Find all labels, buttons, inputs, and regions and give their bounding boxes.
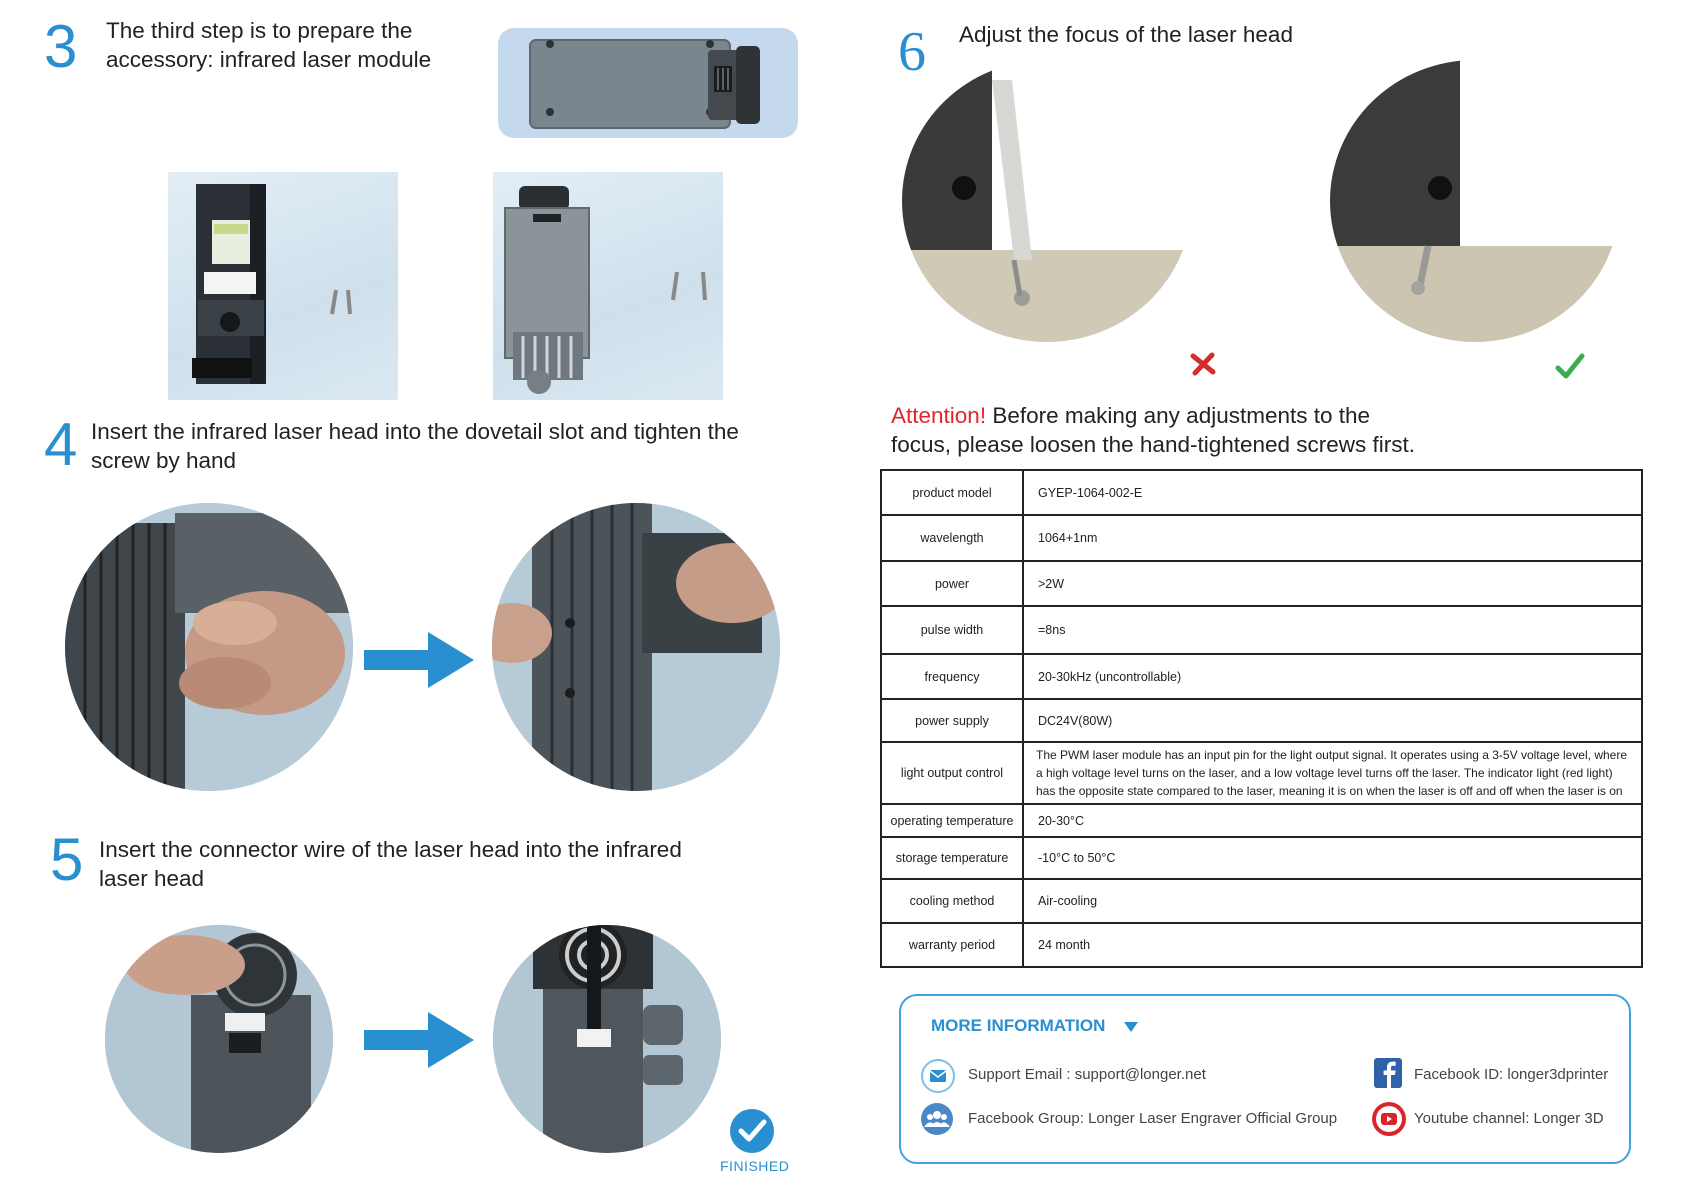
focus-incorrect-photo [902, 60, 1192, 342]
table-row [881, 654, 1642, 699]
attention-rest: Before making any adjustments to the [986, 403, 1371, 428]
arrow-right-icon [364, 632, 476, 693]
laser-module-front-photo [168, 172, 398, 400]
spec-key: power supply [881, 699, 1023, 742]
spec-key: wavelength [881, 515, 1023, 561]
spec-value: GYEP-1064-002-E [1023, 470, 1642, 515]
facebook-icon [1374, 1058, 1402, 1088]
facebook-group[interactable]: Facebook Group: Longer Laser Engraver Official Group [968, 1110, 1338, 1127]
table-row [881, 515, 1642, 561]
spec-value: =8ns [1023, 606, 1642, 654]
finished-label: FINISHED [720, 1158, 790, 1174]
step5-photo-after [493, 925, 721, 1153]
table-row [881, 699, 1642, 742]
step3-number: 3 [44, 13, 78, 80]
table-row [881, 561, 1642, 606]
laser-module-image [498, 28, 798, 138]
laser-module-side-photo [493, 172, 723, 400]
attention-line1 [891, 401, 1415, 430]
table-row [881, 606, 1642, 654]
spec-key: operating temperature [881, 804, 1023, 837]
youtube-icon [1372, 1102, 1406, 1136]
table-row [881, 837, 1642, 879]
spec-key: product model [881, 470, 1023, 515]
step4-photo-before [65, 503, 353, 791]
facebook-id[interactable]: Facebook ID: longer3dprinter [1414, 1066, 1609, 1083]
triangle-down-icon [1124, 1017, 1138, 1037]
table-row [881, 879, 1642, 923]
step4-number: 4 [44, 411, 78, 478]
spec-value: -10°C to 50°C [1023, 837, 1642, 879]
spec-key: power [881, 561, 1023, 606]
spec-value: 20-30kHz (uncontrollable) [1023, 654, 1642, 699]
step5-text [99, 835, 682, 893]
step3-line2: accessory: infrared laser module [106, 47, 432, 72]
attention-line2: focus, please loosen the hand-tightened screws first. [891, 432, 1416, 457]
table-row [881, 923, 1642, 967]
table-row [881, 470, 1642, 515]
spec-key: pulse width [881, 606, 1023, 654]
step4-photo-after [492, 503, 780, 791]
focus-correct-photo [1330, 60, 1620, 342]
step4-line1: Insert the infrared laser head into the dovetail slot and tighten the [91, 419, 739, 444]
attention-note [891, 401, 1415, 459]
spec-key: warranty period [881, 923, 1023, 967]
more-info-title[interactable] [931, 1016, 1138, 1037]
spec-value: 24 month [1023, 923, 1642, 967]
envelope-icon [921, 1059, 955, 1093]
table-row [881, 742, 1642, 804]
support-email[interactable]: Support Email : support@longer.net [968, 1066, 1206, 1083]
table-row [881, 804, 1642, 837]
spec-value: DC24V(80W) [1023, 699, 1642, 742]
more-info-title-label: MORE INFORMATION [931, 1016, 1106, 1035]
spec-key: frequency [881, 654, 1023, 699]
cross-icon [1190, 352, 1216, 381]
step5-photo-before [105, 925, 333, 1153]
spec-value: 20-30°C [1023, 804, 1642, 837]
step4-text [91, 417, 739, 475]
spec-value: 1064+1nm [1023, 515, 1642, 561]
spec-value: Air-cooling [1023, 879, 1642, 923]
spec-key: cooling method [881, 879, 1023, 923]
spec-value: >2W [1023, 561, 1642, 606]
checkmark-icon [1555, 352, 1585, 385]
step6-number: 6 [898, 21, 926, 83]
youtube-channel[interactable]: Youtube channel: Longer 3D [1414, 1110, 1604, 1127]
step5-number: 5 [50, 826, 84, 893]
specs-table [880, 469, 1643, 968]
step6-text: Adjust the focus of the laser head [959, 22, 1293, 47]
attention-word: Attention! [891, 403, 987, 428]
group-icon [921, 1103, 953, 1135]
step5-line1: Insert the connector wire of the laser head into the infrared [99, 837, 682, 862]
step5-line2: laser head [99, 866, 205, 891]
step4-line2: screw by hand [91, 448, 237, 473]
arrow-right-icon [364, 1012, 476, 1073]
step3-line1: The third step is to prepare the [106, 18, 413, 43]
step3-text [106, 16, 431, 74]
spec-value: The PWM laser module has an input pin for the light output signal. It operates using a 3-5V voltage level, where a high voltage level turns on the laser, and a low voltage level turns off the laser. The indicator light (red light) has the opposite state compared to the laser, meaning it is on when the laser is off and off when the laser is on [1023, 742, 1642, 804]
spec-key: storage temperature [881, 837, 1023, 879]
checkmark-icon [729, 1108, 775, 1159]
spec-key: light output control [881, 742, 1023, 804]
more-info-box [899, 994, 1631, 1164]
